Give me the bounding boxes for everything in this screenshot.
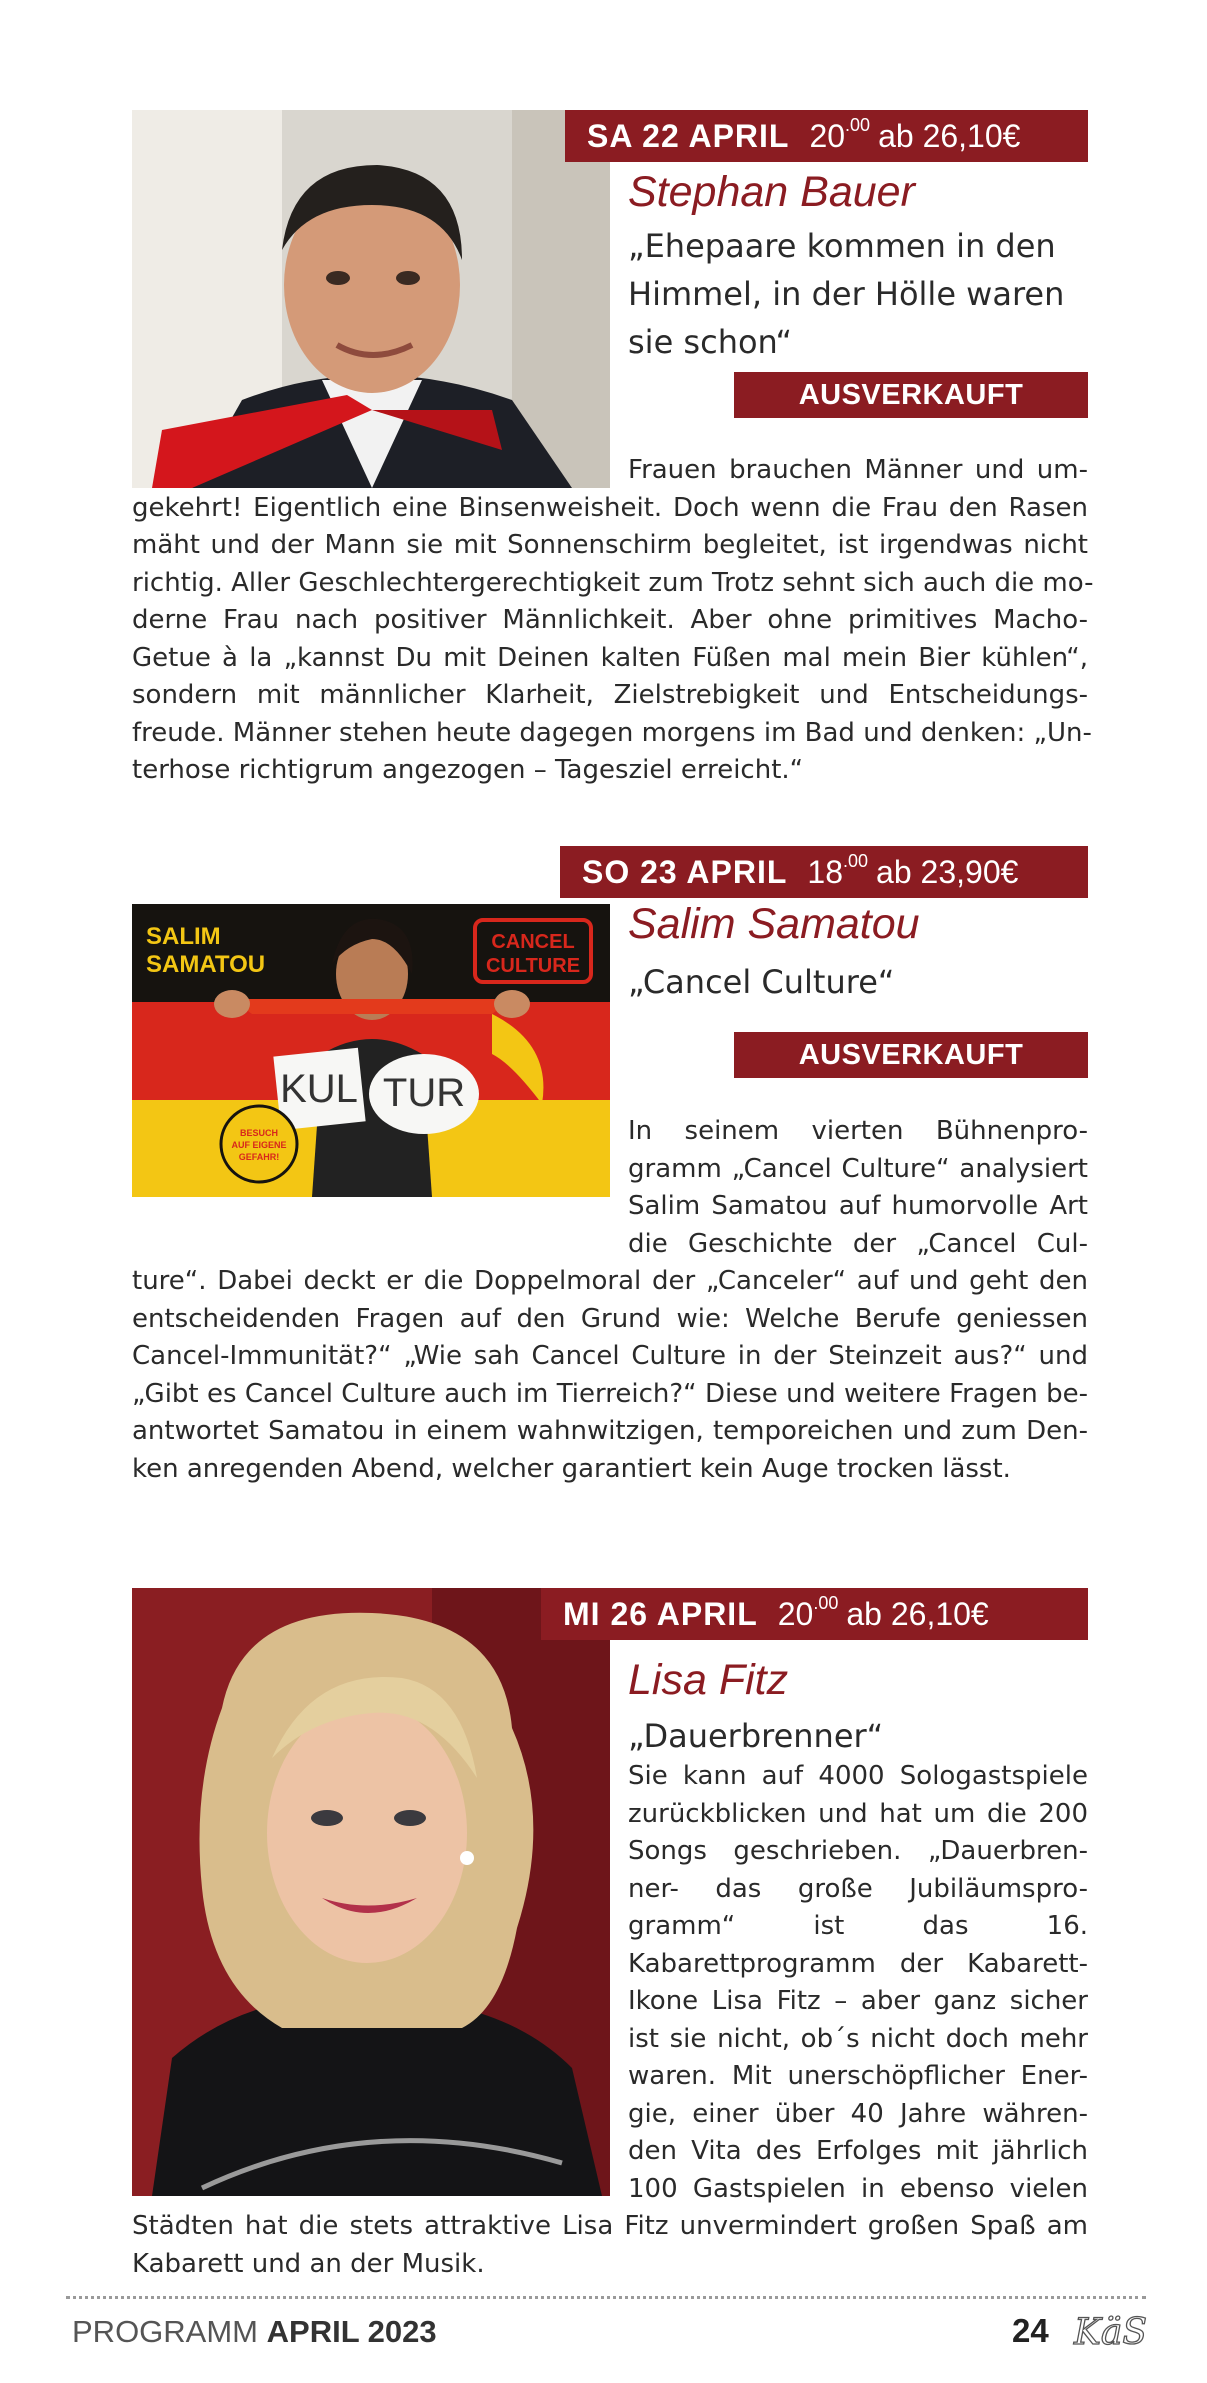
artist-photo-stephan-bauer [132,110,610,488]
footer-program-label: PROGRAMM APRIL 2023 [72,2314,437,2349]
sold-out-badge: AUSVERKAUFT [734,1032,1088,1078]
show-title: „Dauerbrenner“ [628,1717,884,1755]
event-description: Frauen brauchen Männer und um- gekehrt! Eigentlich eine Binsenweisheit. Doch wenn die Frau den Rasen mäht und der Mann sie mit Sonnenschirm begleitet, ist irgendwas nicht richtig. Aller Geschlechtergerechtigkeit zum Trotz sehnt sich auch die mo- derne Frau nach positiver Männlichkeit. Aber ohne primitives Macho- Getue à la „kannst Du mit Deinen kalten Füßen mal mein Bier kühlen“, sondern mit männlicher Klarheit, Zielstrebigkeit und Entscheidungs- freude. Männer stehen heute dagegen morgens im Bad und denken: „Un- terhose richtigrum angezogen – Tagesziel erreicht.“ [132,455,1094,785]
poster-name-2: SAMATOU [146,951,266,978]
sold-out-badge: AUSVERKAUFT [734,372,1088,418]
artist-name: Salim Samatou [628,900,920,948]
event-price: ab 23,90€ [876,853,1019,890]
event-date-bar [560,846,1088,898]
poster-badge-2: CULTURE [485,955,581,977]
event-date-bar [565,110,1088,162]
poster-card-left: KUL [280,1067,358,1111]
event-lisa-fitz [132,1588,1088,2288]
poster-sticker-1: BESUCH [239,1128,279,1138]
footer-divider [66,2296,1146,2299]
event-time: $20^{.00}$ [809,114,871,154]
event-description: In seinem vierten Bühnenpro- gramm „Cancel Culture“ analysiert Salim Samatou auf humorvolle Art die Geschichte der „Cancel Cul- ture“. Dabei deckt er die Doppelmoral der „Canceler“ auf und geht den entscheidenden Fragen auf den Grund wie: Welche Berufe geniessen Cancel-Immunität?“ „Wie sah Cancel Culture in der Steinzeit aus?“ und „Gibt es Cancel Culture auch im Tierreich?“ Diese und weitere Fragen be- antwortet Samatou in einem wahnwitzigen, temporeichen und zum Den- ken anregenden Abend, welcher garantiert kein Auge trocken lässt. [132,1116,1088,1484]
artist-name: Lisa Fitz [628,1656,789,1704]
event-stephan-bauer [132,110,1094,790]
event-price: ab 26,10€ [846,1595,989,1632]
show-title: „Cancel Culture“ [628,963,895,1001]
event-salim-samatou [132,846,1088,1496]
event-description: Sie kann auf 4000 Sologastspiele zurückblicken und hat um die 200 Songs geschrieben. „Dauerbren- ner- das große Jubiläumspro- gramm“ ist das 16. Kabarettprogramm der Kabarett- Ikone Lisa Fitz – aber ganz sicher ist sie nicht, ob´s nicht doch mehr waren. Mit unerschöpflicher Ener- gie, einer über 40 Jahre währen- den Vita des Erfolges mit jährlich 100 Gastspielen in ebenso vielen Städten hat die stets attraktive Lisa Fitz unvermindert großen Spaß am Kabarett und an der Musik. [132,1761,1088,2279]
event-day: SA 22 APRIL [587,117,790,154]
poster-card-right: TUR [382,1071,466,1115]
svg-text:KäS: KäS [1074,2312,1148,2353]
poster-sticker-3: GEFAHR! [238,1152,280,1162]
event-price: ab 26,10€ [878,117,1021,154]
page-number: 24 [1012,2312,1049,2349]
poster-badge-1: CANCEL [491,931,575,953]
event-day: MI 26 APRIL [563,1595,758,1632]
event-time: $18^{.00}$ [807,850,869,890]
event-day: SO 23 APRIL [582,853,788,890]
poster-name-1: SALIM [146,923,221,950]
kas-logo [1068,2300,1148,2360]
event-time: $20^{.00}$ [777,1592,839,1632]
event-date-bar [541,1588,1088,1640]
poster-sticker-2: AUF EIGENE [231,1140,287,1150]
artist-name: Stephan Bauer [628,168,915,216]
show-title: „Ehepaare kommen in den Himmel, in der Hölle waren sie schon“ [628,227,1065,361]
